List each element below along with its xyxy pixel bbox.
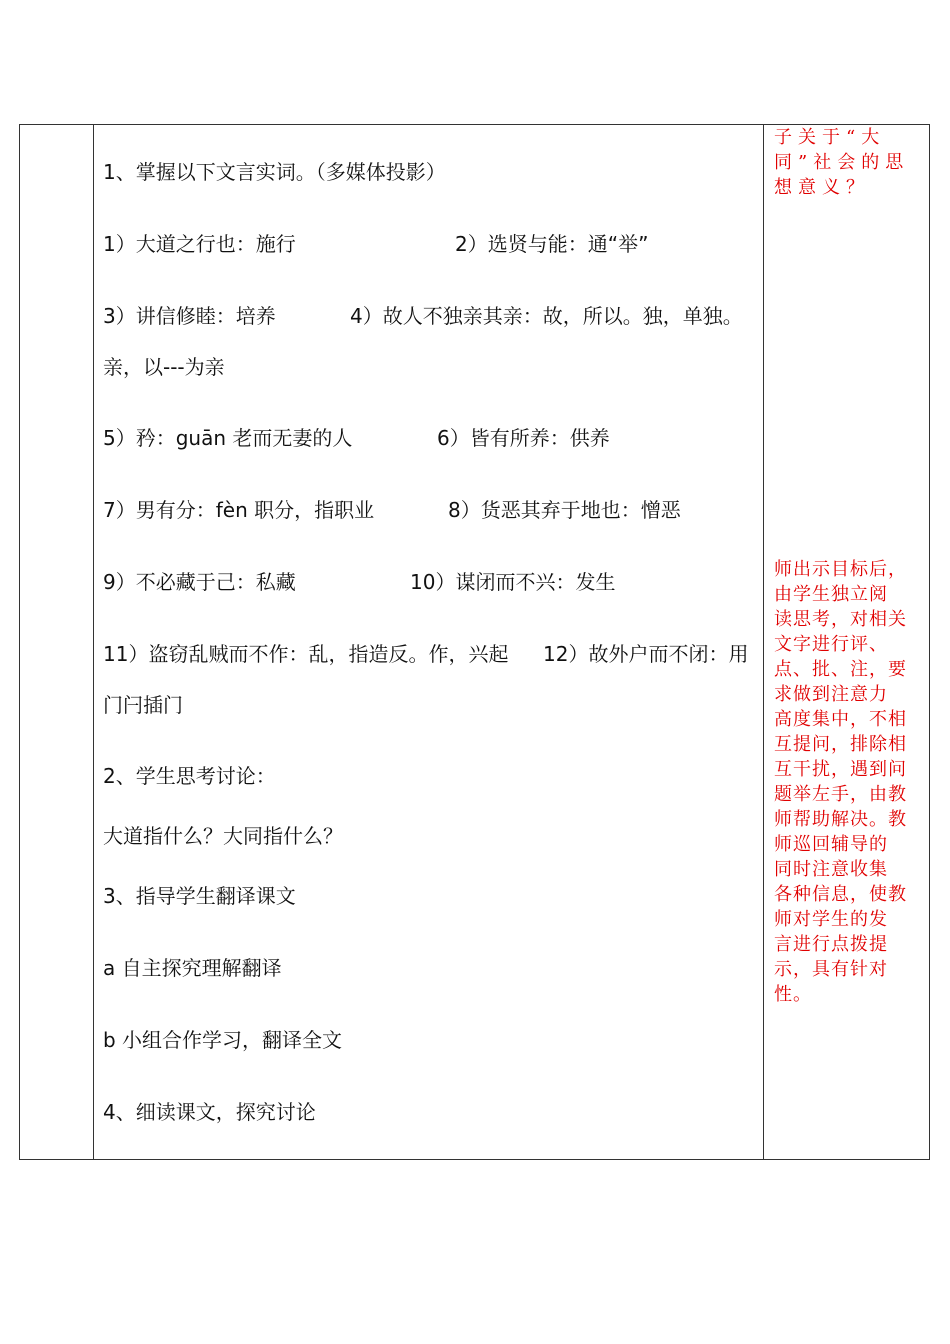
teacher-note-top [774, 125, 924, 200]
vocab-4-cont: 亲，以---为亲 [103, 355, 225, 379]
note-line: 师巡回辅导的 [774, 834, 888, 855]
note-line: 互提问，排除相 [774, 734, 907, 755]
note-line: 言进行点拨提 [774, 934, 888, 955]
note-line: 子关于“大 [774, 127, 886, 148]
column-divider-left [93, 125, 94, 1159]
note-line: 读思考，对相关 [774, 609, 907, 630]
note-line: 文字进行评、 [774, 634, 888, 655]
vocab-9: 9）不必藏于己：私藏 [103, 570, 296, 594]
step-4-heading: 4、细读课文，探究讨论 [103, 1100, 316, 1124]
note-line: 同”社会的思 [774, 152, 910, 173]
vocab-10: 10）谋闭而不兴：发生 [410, 570, 616, 594]
vocab-7: 7）男有分：fèn 职分，指职业 [103, 498, 375, 522]
note-line: 师出示目标后， [774, 559, 907, 580]
vocab-2: 2）选贤与能：通“举” [455, 232, 649, 256]
vocab-12: 12）故外户而不闭：用 [543, 642, 749, 666]
vocab-8: 8）货恶其弃于地也：憎恶 [448, 498, 681, 522]
note-line: 题举左手，由教 [774, 784, 907, 805]
column-divider-right [763, 125, 764, 1159]
discussion-question: 大道指什么？大同指什么？ [103, 824, 343, 848]
note-line: 性。 [774, 984, 812, 1005]
step-1-heading: 1、掌握以下文言实词。（多媒体投影） [103, 160, 446, 184]
note-line: 同时注意收集 [774, 859, 888, 880]
note-line: 点、批、注，要 [774, 659, 907, 680]
vocab-12-cont: 门闩插门 [103, 693, 183, 717]
vocab-6: 6）皆有所养：供养 [437, 426, 610, 450]
teacher-note-guidance [774, 557, 924, 1007]
note-line: 求做到注意力 [774, 684, 888, 705]
lesson-content [103, 124, 761, 1160]
note-line: 各种信息，使教 [774, 884, 907, 905]
vocab-3: 3）讲信修睦：培养 [103, 304, 276, 328]
note-line: 师帮助解决。教 [774, 809, 907, 830]
note-line: 师对学生的发 [774, 909, 888, 930]
vocab-1: 1）大道之行也：施行 [103, 232, 296, 256]
step-2-heading: 2、学生思考讨论： [103, 764, 276, 788]
vocab-4: 4）故人不独亲其亲：故，所以。独，单独。 [350, 304, 743, 328]
note-line: 示，具有针对 [774, 959, 888, 980]
step-3-heading: 3、指导学生翻译课文 [103, 884, 296, 908]
step-3a: a 自主探究理解翻译 [103, 956, 282, 980]
note-line: 高度集中，不相 [774, 709, 907, 730]
note-line: 想意义？ [774, 177, 870, 198]
step-3b: b 小组合作学习，翻译全文 [103, 1028, 343, 1052]
note-line: 互干扰，遇到问 [774, 759, 907, 780]
vocab-11: 11）盗窃乱贼而不作：乱，指造反。作，兴起 [103, 642, 509, 666]
note-line: 由学生独立阅 [774, 584, 888, 605]
vocab-5: 5）矜：guān 老而无妻的人 [103, 426, 353, 450]
